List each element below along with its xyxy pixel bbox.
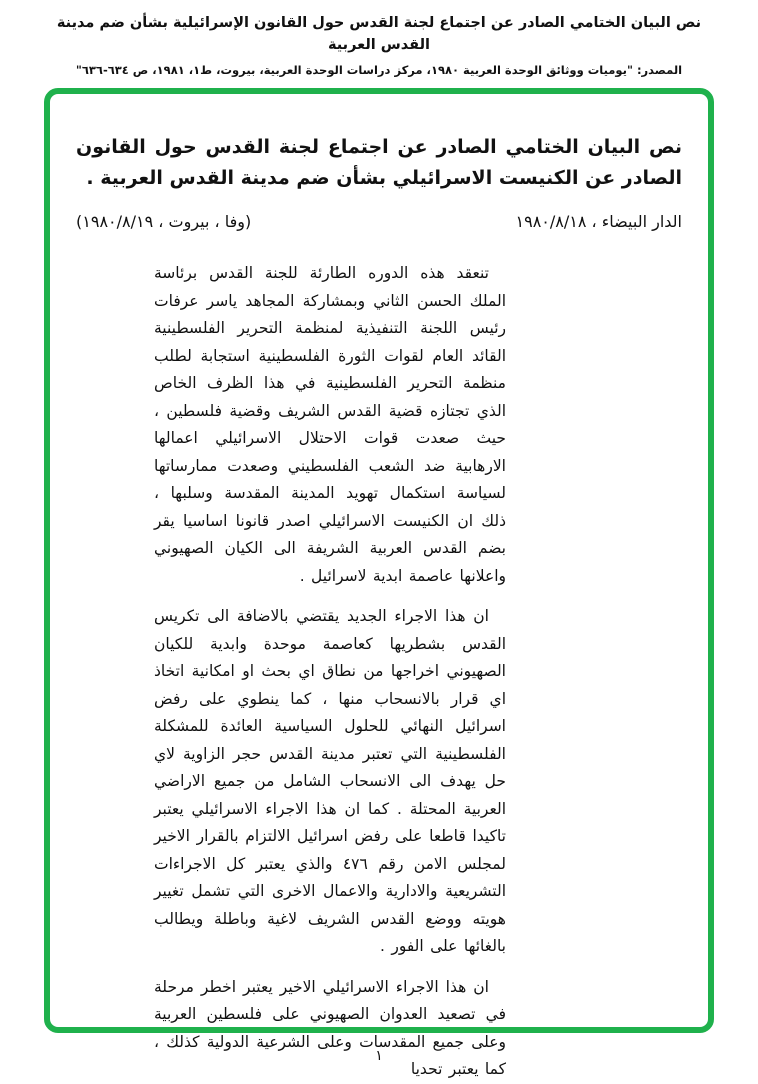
dateline — [76, 210, 682, 234]
page-number: ١ — [375, 1048, 383, 1064]
page-header — [0, 12, 758, 79]
body-paragraph: ان هذا الاجراء الاسرائيلي الاخير يعتبر اخطر مرحلة في تصعيد العدوان الصهيوني على فلسطين العربية وعلى جميع المقدسات وعلى الشرعية الدولية كذلك ، كما يعتبر تحديا — [154, 977, 506, 1078]
header-title: نص البيان الختامي الصادر عن اجتماع لجنة القدس حول القانون الإسرائيلية بشأن ضم مدينة القدس العربية — [56, 15, 702, 53]
document-title: نص البيان الختامي الصادر عن اجتماع لجنة القدس حول القانون الصادر عن الكنيست الاسرائيلي بشأن ضم مدينة القدس العربية . — [76, 136, 682, 189]
header-source-citation: المصدر: "يوميات ووثائق الوحدة العربية ١٩٨٠، مركز دراسات الوحدة العربية، بيروت، ط١، ١٩٨١، ص ٦٣٤-٦٣٦" — [75, 63, 683, 77]
body-paragraph: تنعقد هذه الدوره الطارئة للجنة القدس برئاسة الملك الحسن الثاني وبمشاركة المجاهد ياسر عرفات رئيس اللجنة التنفيذية لمنظمة التحرير الفلسطينية القائد العام لقوات الثورة الفلسطينية استجابة لطلب منظمة التحرير الفلسطينية في هذا الظرف الخاص الذي تجتازه قضية القدس الشريف وقضية فلسطين ، حيث صعدت قوات الاحتلال الاسرائيلي اعمالها الارهابية ضد الشعب الفلسطيني وصعدت ممارساتها لسياسة استكمال تهويد المدينة المقدسة وسلبها ، ذلك ان الكنيست الاسرائيلي اصدر قانونا اساسيا يقر بضم القدس العربية الشريفة الى الكيان الصهيوني واعلانها عاصمة ابدية لاسرائيل . — [154, 264, 506, 585]
dateline-place-date: الدار البيضاء ، ١٩٨٠/٨/١٨ — [515, 212, 682, 231]
document-frame — [44, 88, 714, 1078]
document-body — [154, 260, 506, 1084]
body-paragraph: ان هذا الاجراء الجديد يقتضي بالاضافة الى تكريس القدس بشطريها كعاصمة موحدة وابدية للكيان الصهيوني اخراجها من نطاق اي بحث او امكانية اتخاذ اي قرار بالانسحاب منها ، كما ينطوي على رفض اسرائيل النهائي للحلول السياسية العائدة للمشكلة الفلسطينية التي تعتبر مدينة القدس حجر الزاوية لاي حل يهدف الى الانسحاب الشامل من جميع الاراضي العربية المحتلة . كما ان هذا الاجراء الاسرائيلي يعتبر تاكيدا قاطعا على رفض اسرائيل الالتزام بالقرار الاخير لمجلس الامن رقم ٤٧٦ والذي يعتبر كل الاجراءات التشريعية والادارية والاعمال الاخرى التي تشمل تغيير هويته ووضع القدس الشريف لاغية وباطلة ويطالب بالغائها على الفور . — [154, 607, 506, 955]
dateline-agency-note: (وفا ، بيروت ، ١٩٨٠/٨/١٩) — [76, 212, 252, 231]
